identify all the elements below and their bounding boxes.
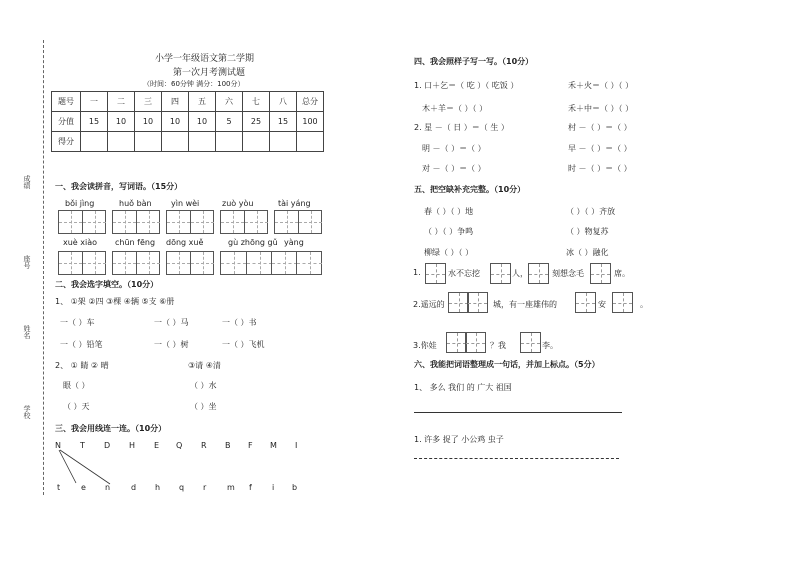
char-box[interactable] — [520, 332, 541, 353]
sentence-text: 1. — [413, 268, 421, 277]
score-cell: 10 — [135, 112, 162, 132]
char-box[interactable] — [465, 332, 486, 353]
uppercase-letter[interactable]: F — [248, 441, 253, 450]
score-cell: 分值 — [52, 112, 81, 132]
uppercase-letter[interactable]: E — [154, 441, 160, 450]
score-cell: 二 — [108, 92, 135, 112]
compose-row[interactable]: 禾＋中＝（ ）（ ） — [568, 104, 634, 113]
uppercase-letter[interactable]: I — [295, 441, 298, 450]
uppercase-letter[interactable]: Q — [176, 441, 183, 450]
score-cell: 100 — [297, 112, 324, 132]
uppercase-letter[interactable]: T — [80, 441, 85, 450]
pinyin: yàng — [284, 238, 304, 247]
exam-title: 小学一年级语文第二学期 — [155, 54, 255, 64]
score-cell: 总分 — [297, 92, 324, 112]
score-cell: 题号 — [52, 92, 81, 112]
compose-row[interactable]: 2. 星 －（ 日 ）＝（ 生 ） — [414, 123, 509, 132]
pinyin: bǒi jìng — [65, 199, 95, 208]
idiom-fill[interactable]: （ ）（ ）争鸣 — [424, 227, 474, 236]
sentence-text: 李。 — [542, 341, 558, 350]
uppercase-letter[interactable]: M — [270, 441, 277, 450]
compose-row[interactable]: 时 －（ ）＝（ ） — [568, 164, 632, 173]
fill-item[interactable]: 一（ ）飞机 — [222, 340, 265, 349]
lowercase-letter[interactable]: m — [227, 483, 235, 492]
lowercase-letter[interactable]: q — [179, 483, 185, 492]
lowercase-letter[interactable]: b — [292, 483, 298, 492]
lowercase-letter[interactable]: r — [203, 483, 207, 492]
word-options: ③请 ④清 — [188, 361, 221, 370]
score-cell: 得分 — [52, 132, 81, 152]
score-cell: 五 — [189, 92, 216, 112]
char-box[interactable] — [528, 263, 549, 284]
char-box[interactable] — [612, 292, 633, 313]
idiom-fill[interactable]: 柳绿（ ）（ ） — [424, 248, 474, 257]
word-bank: 1. 许多 捉了 小公鸡 虫子 — [414, 435, 504, 444]
uppercase-letter[interactable]: D — [104, 441, 111, 450]
pinyin: yìn wèi — [171, 199, 200, 208]
fill-item[interactable]: 一（ ）铅笔 — [60, 340, 103, 349]
char-box[interactable] — [575, 292, 596, 313]
sentence-text: 刻想念毛 — [552, 269, 584, 278]
section-1-title: 一、我会读拼音，写词语。（15分） — [55, 182, 183, 191]
exam-subtitle: 第一次月考测试题 — [173, 68, 246, 78]
section-2-title: 二、我会选字填空。（10分） — [55, 280, 159, 289]
lowercase-letter[interactable]: i — [272, 483, 275, 492]
idiom-fill[interactable]: （ ）（ ）齐放 — [566, 207, 616, 216]
fill-item[interactable]: 一（ ）树 — [154, 340, 189, 349]
uppercase-letter[interactable]: H — [129, 441, 136, 450]
side-label-school: 学校 — [23, 405, 31, 419]
fill-item[interactable]: （ ）天 — [63, 402, 90, 411]
char-box[interactable] — [490, 263, 511, 284]
lowercase-letter[interactable]: t — [57, 483, 61, 492]
side-label-score: 成绩 — [23, 175, 31, 189]
score-cell: 5 — [216, 112, 243, 132]
score-cell: 六 — [216, 92, 243, 112]
compose-row[interactable]: 1. 口＋乞＝（ 吃 ）（ 吃饭 ） — [414, 81, 519, 90]
score-cell: 15 — [81, 112, 108, 132]
sentence-text: 水不忘挖 — [448, 269, 480, 278]
idiom-fill[interactable]: 春（ ）（ ）地 — [424, 207, 474, 216]
score-cell: 25 — [243, 112, 270, 132]
section-4-title: 四、我会照样子写一写。（10分） — [414, 57, 534, 66]
sentence-text: 安 — [598, 300, 606, 309]
word-bank: 1、 多么 我们 的 广大 祖国 — [414, 383, 512, 392]
char-box[interactable] — [446, 332, 467, 353]
answer-line[interactable] — [414, 412, 622, 413]
sentence-text: 城，有一座雄伟的 — [493, 300, 557, 309]
sentence-text: ？我 — [490, 341, 506, 350]
sentence-text: 席。 — [614, 269, 630, 278]
side-label-name: 姓名 — [23, 325, 31, 339]
pinyin: xuè xiào — [63, 238, 98, 247]
section-6-title: 六、我能把词语整理成一句话，并加上标点。（5分） — [414, 360, 600, 369]
compose-row[interactable]: 明 －（ ）＝（ ） — [422, 144, 486, 153]
pinyin: dōng xuě — [166, 238, 204, 247]
fill-item[interactable]: （ ）水 — [190, 381, 217, 390]
sentence-text: 人， — [512, 269, 528, 278]
section-3-title: 三、我会用线连一连。（10分） — [55, 424, 167, 433]
char-box[interactable] — [425, 263, 446, 284]
lowercase-letter[interactable]: d — [131, 483, 137, 492]
uppercase-letter[interactable]: B — [225, 441, 231, 450]
section-5-title: 五、把空缺补充完整。（10分） — [414, 185, 526, 194]
lowercase-letter[interactable]: h — [155, 483, 161, 492]
compose-row[interactable]: 木＋羊＝（ ）（ ） — [422, 104, 488, 113]
lowercase-letter[interactable]: f — [249, 483, 252, 492]
char-box[interactable] — [448, 292, 469, 313]
score-cell: 三 — [135, 92, 162, 112]
exam-time: （时间：60分钟 满分：100分） — [143, 80, 245, 88]
lowercase-letter[interactable]: n — [105, 483, 111, 492]
fill-item[interactable]: 一（ ）书 — [222, 318, 257, 327]
lowercase-letter[interactable]: e — [81, 483, 86, 492]
char-box[interactable] — [467, 292, 488, 313]
score-cell: 一 — [81, 92, 108, 112]
idiom-fill[interactable]: 冰（ ）融化 — [566, 248, 609, 257]
score-cell: 10 — [108, 112, 135, 132]
word-options: 1、 ①架 ②四 ③棵 ④辆 ⑤支 ⑥册 — [55, 297, 175, 306]
pinyin: gù zhōng gǔ — [228, 238, 278, 247]
compose-row[interactable]: 禾＋火＝（ ）（ ） — [568, 81, 634, 90]
idiom-fill[interactable]: （ ）物复苏 — [566, 227, 609, 236]
word-options: 2、 ① 睛 ② 晴 — [55, 361, 109, 370]
compose-row[interactable]: 村 －（ ）＝（ ） — [568, 123, 632, 132]
score-cell: 七 — [243, 92, 270, 112]
uppercase-letter[interactable]: N — [55, 441, 61, 450]
pinyin: tài yáng — [278, 199, 311, 208]
pinyin: chūn fēng — [115, 238, 156, 247]
uppercase-letter[interactable]: R — [201, 441, 207, 450]
score-cell: 四 — [162, 92, 189, 112]
fill-item[interactable]: 眼（ ） — [63, 381, 90, 390]
char-box[interactable] — [590, 263, 611, 284]
score-cell: 10 — [189, 112, 216, 132]
fill-item[interactable]: （ ）坐 — [190, 402, 217, 411]
sentence-text: 2.遥远的 — [413, 300, 445, 309]
score-cell: 10 — [162, 112, 189, 132]
sentence-text: 3.你娃 — [413, 341, 437, 350]
score-cell: 八 — [270, 92, 297, 112]
compose-row[interactable]: 早 －（ ）＝（ ） — [568, 144, 632, 153]
score-cell: 15 — [270, 112, 297, 132]
pinyin: zuò yòu — [222, 199, 254, 208]
fill-item[interactable]: 一（ ）车 — [60, 318, 95, 327]
compose-row[interactable]: 对 －（ ）＝（ ） — [422, 164, 486, 173]
side-label-seat: 座号 — [23, 255, 31, 269]
pinyin: huǒ bàn — [119, 199, 152, 208]
sentence-text: 。 — [640, 300, 648, 309]
fill-item[interactable]: 一（ ）马 — [154, 318, 189, 327]
answer-line[interactable] — [414, 458, 619, 459]
